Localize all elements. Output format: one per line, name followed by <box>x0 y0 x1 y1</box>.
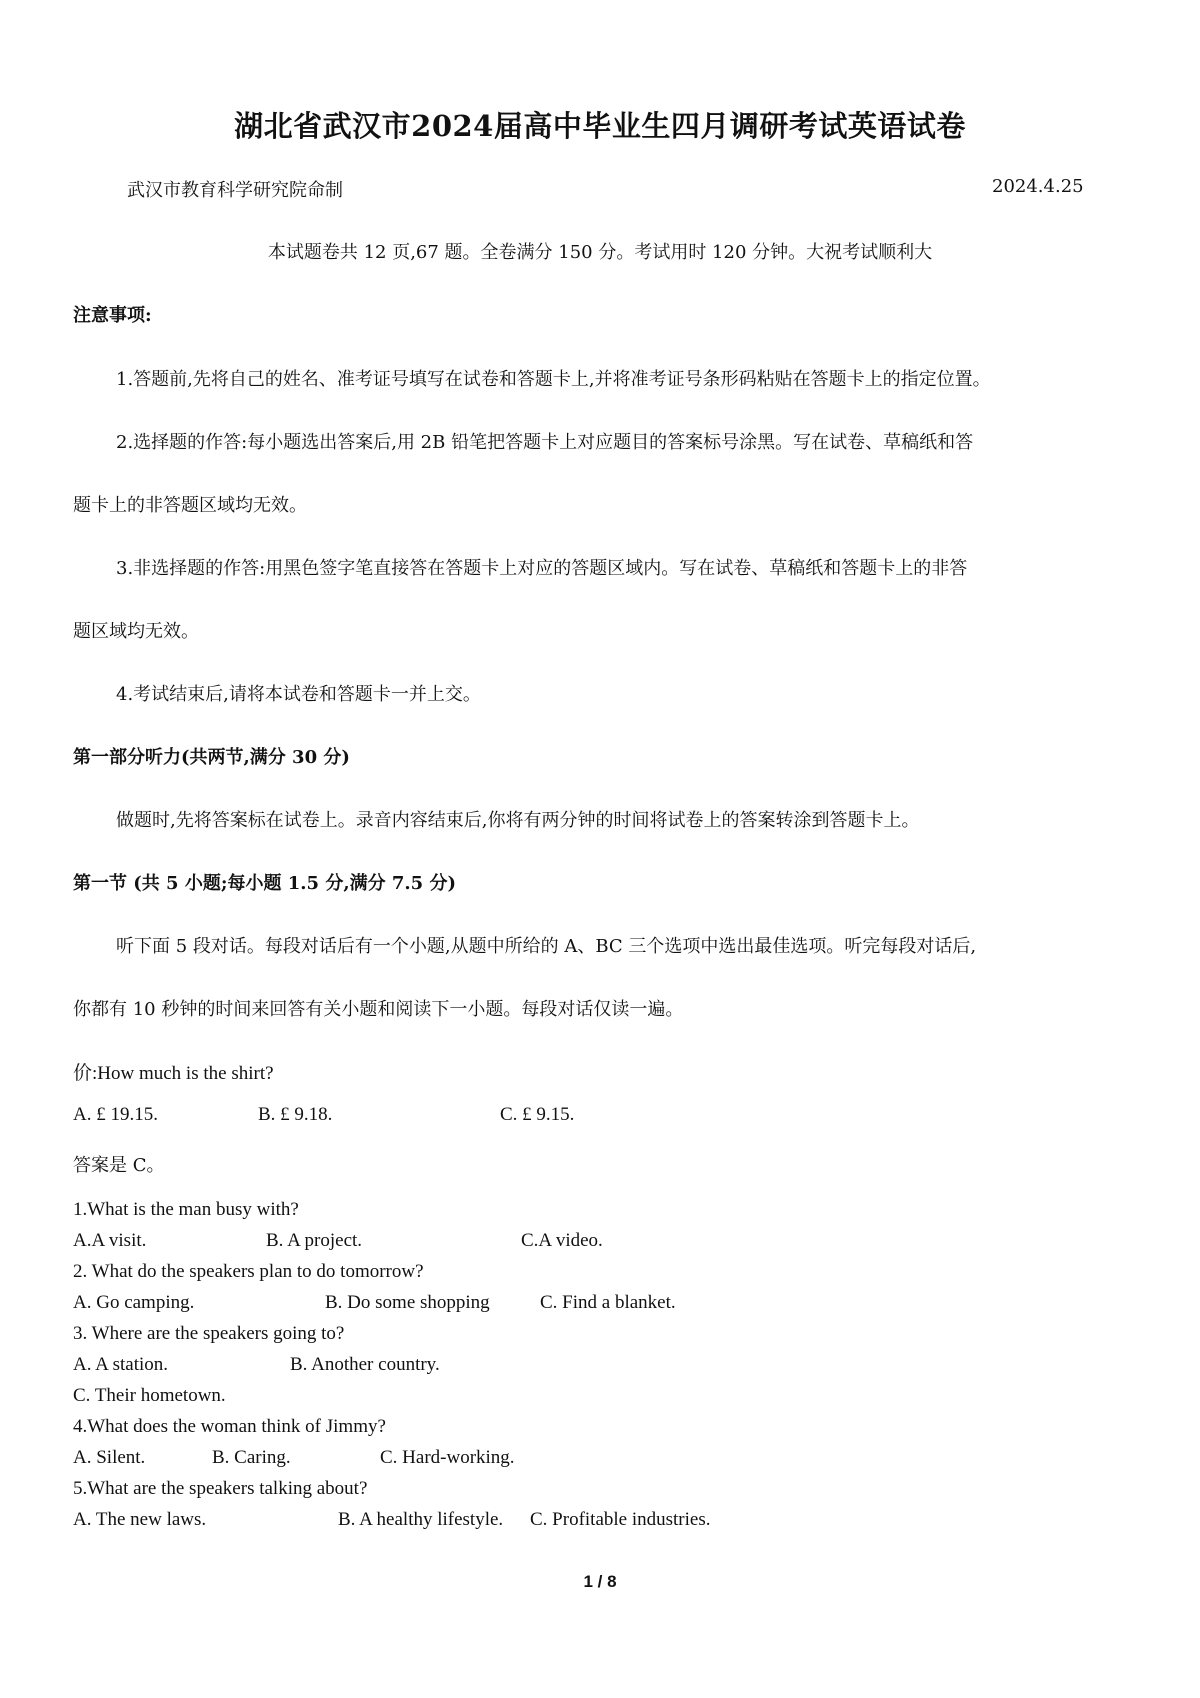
q3-option-c: C. Their hometown. <box>73 1385 226 1406</box>
section1-instruction-cont: 你都有 10 秒钟的时间来回答有关小题和阅读下一小题。每段对话仅读一遍。 <box>73 999 684 1020</box>
notice-item-3-cont: 题区域均无效。 <box>73 621 199 642</box>
notice-item-1: 1.答题前,先将自己的姓名、准考证号填写在试卷和答题卡上,并将准考证号条形码粘贴在答题卡上的指定位置。 <box>116 369 991 390</box>
q2-option-a: A. Go camping. <box>73 1292 195 1313</box>
example-options <box>0 1104 1200 1130</box>
example-option-c: C. £ 9.15. <box>500 1104 575 1125</box>
section1-instruction: 听下面 5 段对话。每段对话后有一个小题,从题中所给的 A、BC 三个选项中选出最佳选项。听完每段对话后, <box>116 936 977 957</box>
q4-option-b: B. Caring. <box>212 1447 291 1468</box>
q5-option-a: A. The new laws. <box>73 1509 207 1530</box>
q3-option-a: A. A station. <box>73 1354 169 1375</box>
page-number: 1 / 8 <box>583 1572 617 1591</box>
notice-item-2: 2.选择题的作答:每小题选出答案后,用 2B 铅笔把答题卡上对应题目的答案标号涂黑。写在试卷、草稿纸和答 <box>116 432 974 453</box>
exam-date: 2024.4.25 <box>992 176 1084 197</box>
question-4: 4.What does the woman think of Jimmy? <box>73 1416 386 1437</box>
q1-option-c: C.A video. <box>521 1230 603 1251</box>
question-5: 5.What are the speakers talking about? <box>73 1478 368 1499</box>
q2-option-c: C. Find a blanket. <box>540 1292 676 1313</box>
q2-option-b: B. Do some shopping <box>325 1292 490 1313</box>
q1-option-a: A.A visit. <box>73 1230 147 1251</box>
question-2-options <box>0 1292 1200 1318</box>
q5-option-b: B. A healthy lifestyle. <box>338 1509 504 1530</box>
question-2: 2. What do the speakers plan to do tomorrow? <box>73 1261 424 1282</box>
example-answer: 答案是 C。 <box>73 1155 165 1176</box>
notice-item-3: 3.非选择题的作答:用黑色签字笔直接答在答题卡上对应的答题区域内。写在试卷、草稿纸和答题卡上的非答 <box>116 558 968 579</box>
question-3-options <box>0 1354 1200 1380</box>
question-1: 1.What is the man busy with? <box>73 1199 299 1220</box>
question-1-options <box>0 1230 1200 1256</box>
q1-option-b: B. A project. <box>266 1230 363 1251</box>
exam-title: 湖北省武汉市2024届高中毕业生四月调研考试英语试卷 <box>234 109 966 143</box>
notice-item-2-cont: 题卡上的非答题区域均无效。 <box>73 495 307 516</box>
question-3: 3. Where are the speakers going to? <box>73 1323 345 1344</box>
exam-summary: 本试题卷共 12 页,67 题。全卷满分 150 分。考试用时 120 分钟。大祝考试顺利大 <box>267 242 933 263</box>
example-option-b: B. £ 9.18. <box>258 1104 333 1125</box>
question-4-options <box>0 1447 1200 1473</box>
q4-option-a: A. Silent. <box>73 1447 146 1468</box>
notice-item-4: 4.考试结束后,请将本试卷和答题卡一并上交。 <box>116 684 481 705</box>
question-5-options <box>0 1509 1200 1535</box>
section1-heading: 第一节 (共 5 小题;每小题 1.5 分,满分 7.5 分) <box>73 873 456 894</box>
issuer: 武汉市教育科学研究院命制 <box>127 180 343 201</box>
q5-option-c: C. Profitable industries. <box>530 1509 711 1530</box>
part1-instruction: 做题时,先将答案标在试卷上。录音内容结束后,你将有两分钟的时间将试卷上的答案转涂到答题卡上。 <box>116 810 920 831</box>
notice-heading: 注意事项: <box>73 305 152 326</box>
q3-option-b: B. Another country. <box>290 1354 440 1375</box>
part1-heading: 第一部分听力(共两节,满分 30 分) <box>73 747 350 768</box>
example-option-a: A. £ 19.15. <box>73 1104 158 1125</box>
example-question: 价:How much is the shirt? <box>73 1063 274 1084</box>
q4-option-c: C. Hard-working. <box>380 1447 515 1468</box>
